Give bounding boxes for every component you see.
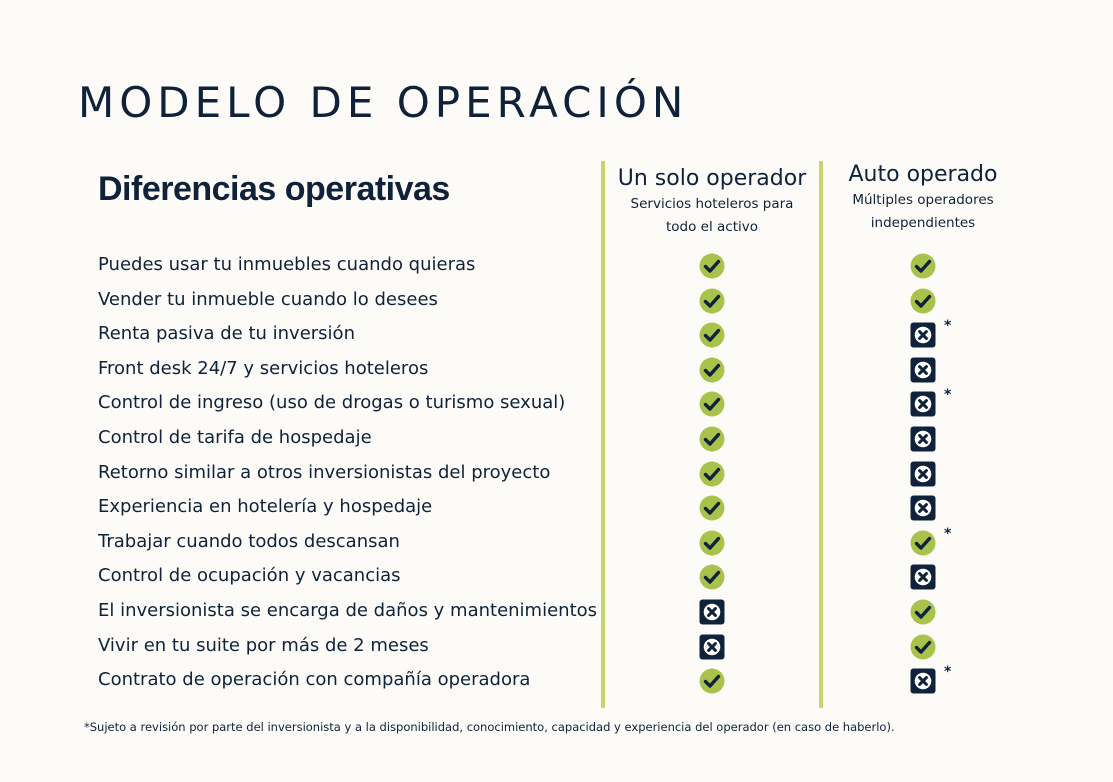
table-row	[0, 249, 1113, 283]
row-label: Retorno similar a otros inversionistas del proyecto	[98, 461, 551, 483]
table-row	[0, 457, 1113, 491]
column-header-single-operator	[602, 166, 822, 239]
table-row	[0, 318, 1113, 352]
check-circle-icon	[910, 530, 936, 556]
table-row	[0, 560, 1113, 594]
cross-square-icon	[910, 461, 936, 487]
row-label: El inversionista se encarga de daños y mantenimientos	[98, 600, 598, 621]
check-circle-icon	[699, 495, 725, 521]
column-subheading-line: independientes	[870, 215, 976, 231]
footnote-marker: *	[944, 664, 952, 681]
cross-square-icon	[910, 391, 936, 417]
column-heading: Auto operado	[848, 162, 998, 187]
table-row	[0, 284, 1113, 318]
table-row	[0, 630, 1113, 664]
footnote-marker: *	[944, 525, 952, 542]
check-circle-icon	[699, 322, 725, 348]
check-circle-icon	[699, 461, 725, 487]
page-title: MODELO DE OPERACIÓN	[78, 78, 689, 127]
check-circle-icon	[699, 564, 725, 590]
cross-square-icon	[910, 564, 936, 590]
column-header-self-operated	[813, 162, 1033, 235]
row-label: Contrato de operación con compañía operadora	[98, 669, 531, 691]
table-row	[0, 595, 1113, 629]
check-circle-icon	[699, 668, 725, 694]
row-label: Control de tarifa de hospedaje	[98, 427, 372, 448]
cross-square-icon	[910, 322, 936, 348]
cross-square-icon	[910, 426, 936, 452]
footnote-marker: *	[944, 318, 952, 335]
check-circle-icon	[699, 426, 725, 452]
cross-square-icon	[910, 357, 936, 383]
cross-square-icon	[699, 599, 725, 625]
row-label: Control de ingreso (uso de drogas o turismo sexual)	[98, 392, 566, 414]
column-subheading-line: todo el activo	[665, 219, 758, 235]
section-subtitle: Diferencias operativas	[98, 170, 450, 208]
table-row	[0, 353, 1113, 387]
table-row	[0, 387, 1113, 421]
table-row	[0, 664, 1113, 698]
check-circle-icon	[699, 357, 725, 383]
row-label: Puedes usar tu inmuebles cuando quieras	[98, 254, 476, 275]
column-subheading-line: Servicios hoteleros para	[630, 196, 794, 212]
row-label: Vivir en tu suite por más de 2 meses	[98, 634, 429, 656]
table-row	[0, 422, 1113, 456]
cross-square-icon	[910, 495, 936, 521]
table-row	[0, 491, 1113, 525]
row-label: Front desk 24/7 y servicios hoteleros	[98, 357, 429, 379]
footnote-marker: *	[944, 387, 952, 404]
row-label: Trabajar cuando todos descansan	[98, 530, 400, 552]
row-label: Control de ocupación y vacancias	[98, 565, 401, 587]
check-circle-icon	[699, 530, 725, 556]
cross-square-icon	[699, 634, 725, 660]
column-heading: Un solo operador	[617, 166, 807, 191]
check-circle-icon	[699, 253, 725, 279]
check-circle-icon	[699, 288, 725, 314]
check-circle-icon	[910, 599, 936, 625]
column-subheading-line: Múltiples operadores	[852, 192, 994, 208]
table-row	[0, 526, 1113, 560]
check-circle-icon	[910, 634, 936, 660]
cross-square-icon	[910, 668, 936, 694]
check-circle-icon	[910, 288, 936, 314]
row-label: Experiencia en hotelería y hospedaje	[98, 496, 433, 518]
footnote: *Sujeto a revisión por parte del inversionista y a la disponibilidad, conocimiento, capacidad y experiencia del operador (en caso de haberlo).	[84, 720, 895, 734]
check-circle-icon	[699, 391, 725, 417]
check-circle-icon	[910, 253, 936, 279]
row-label: Vender tu inmueble cuando lo desees	[98, 288, 438, 310]
row-label: Renta pasiva de tu inversión	[98, 323, 355, 345]
